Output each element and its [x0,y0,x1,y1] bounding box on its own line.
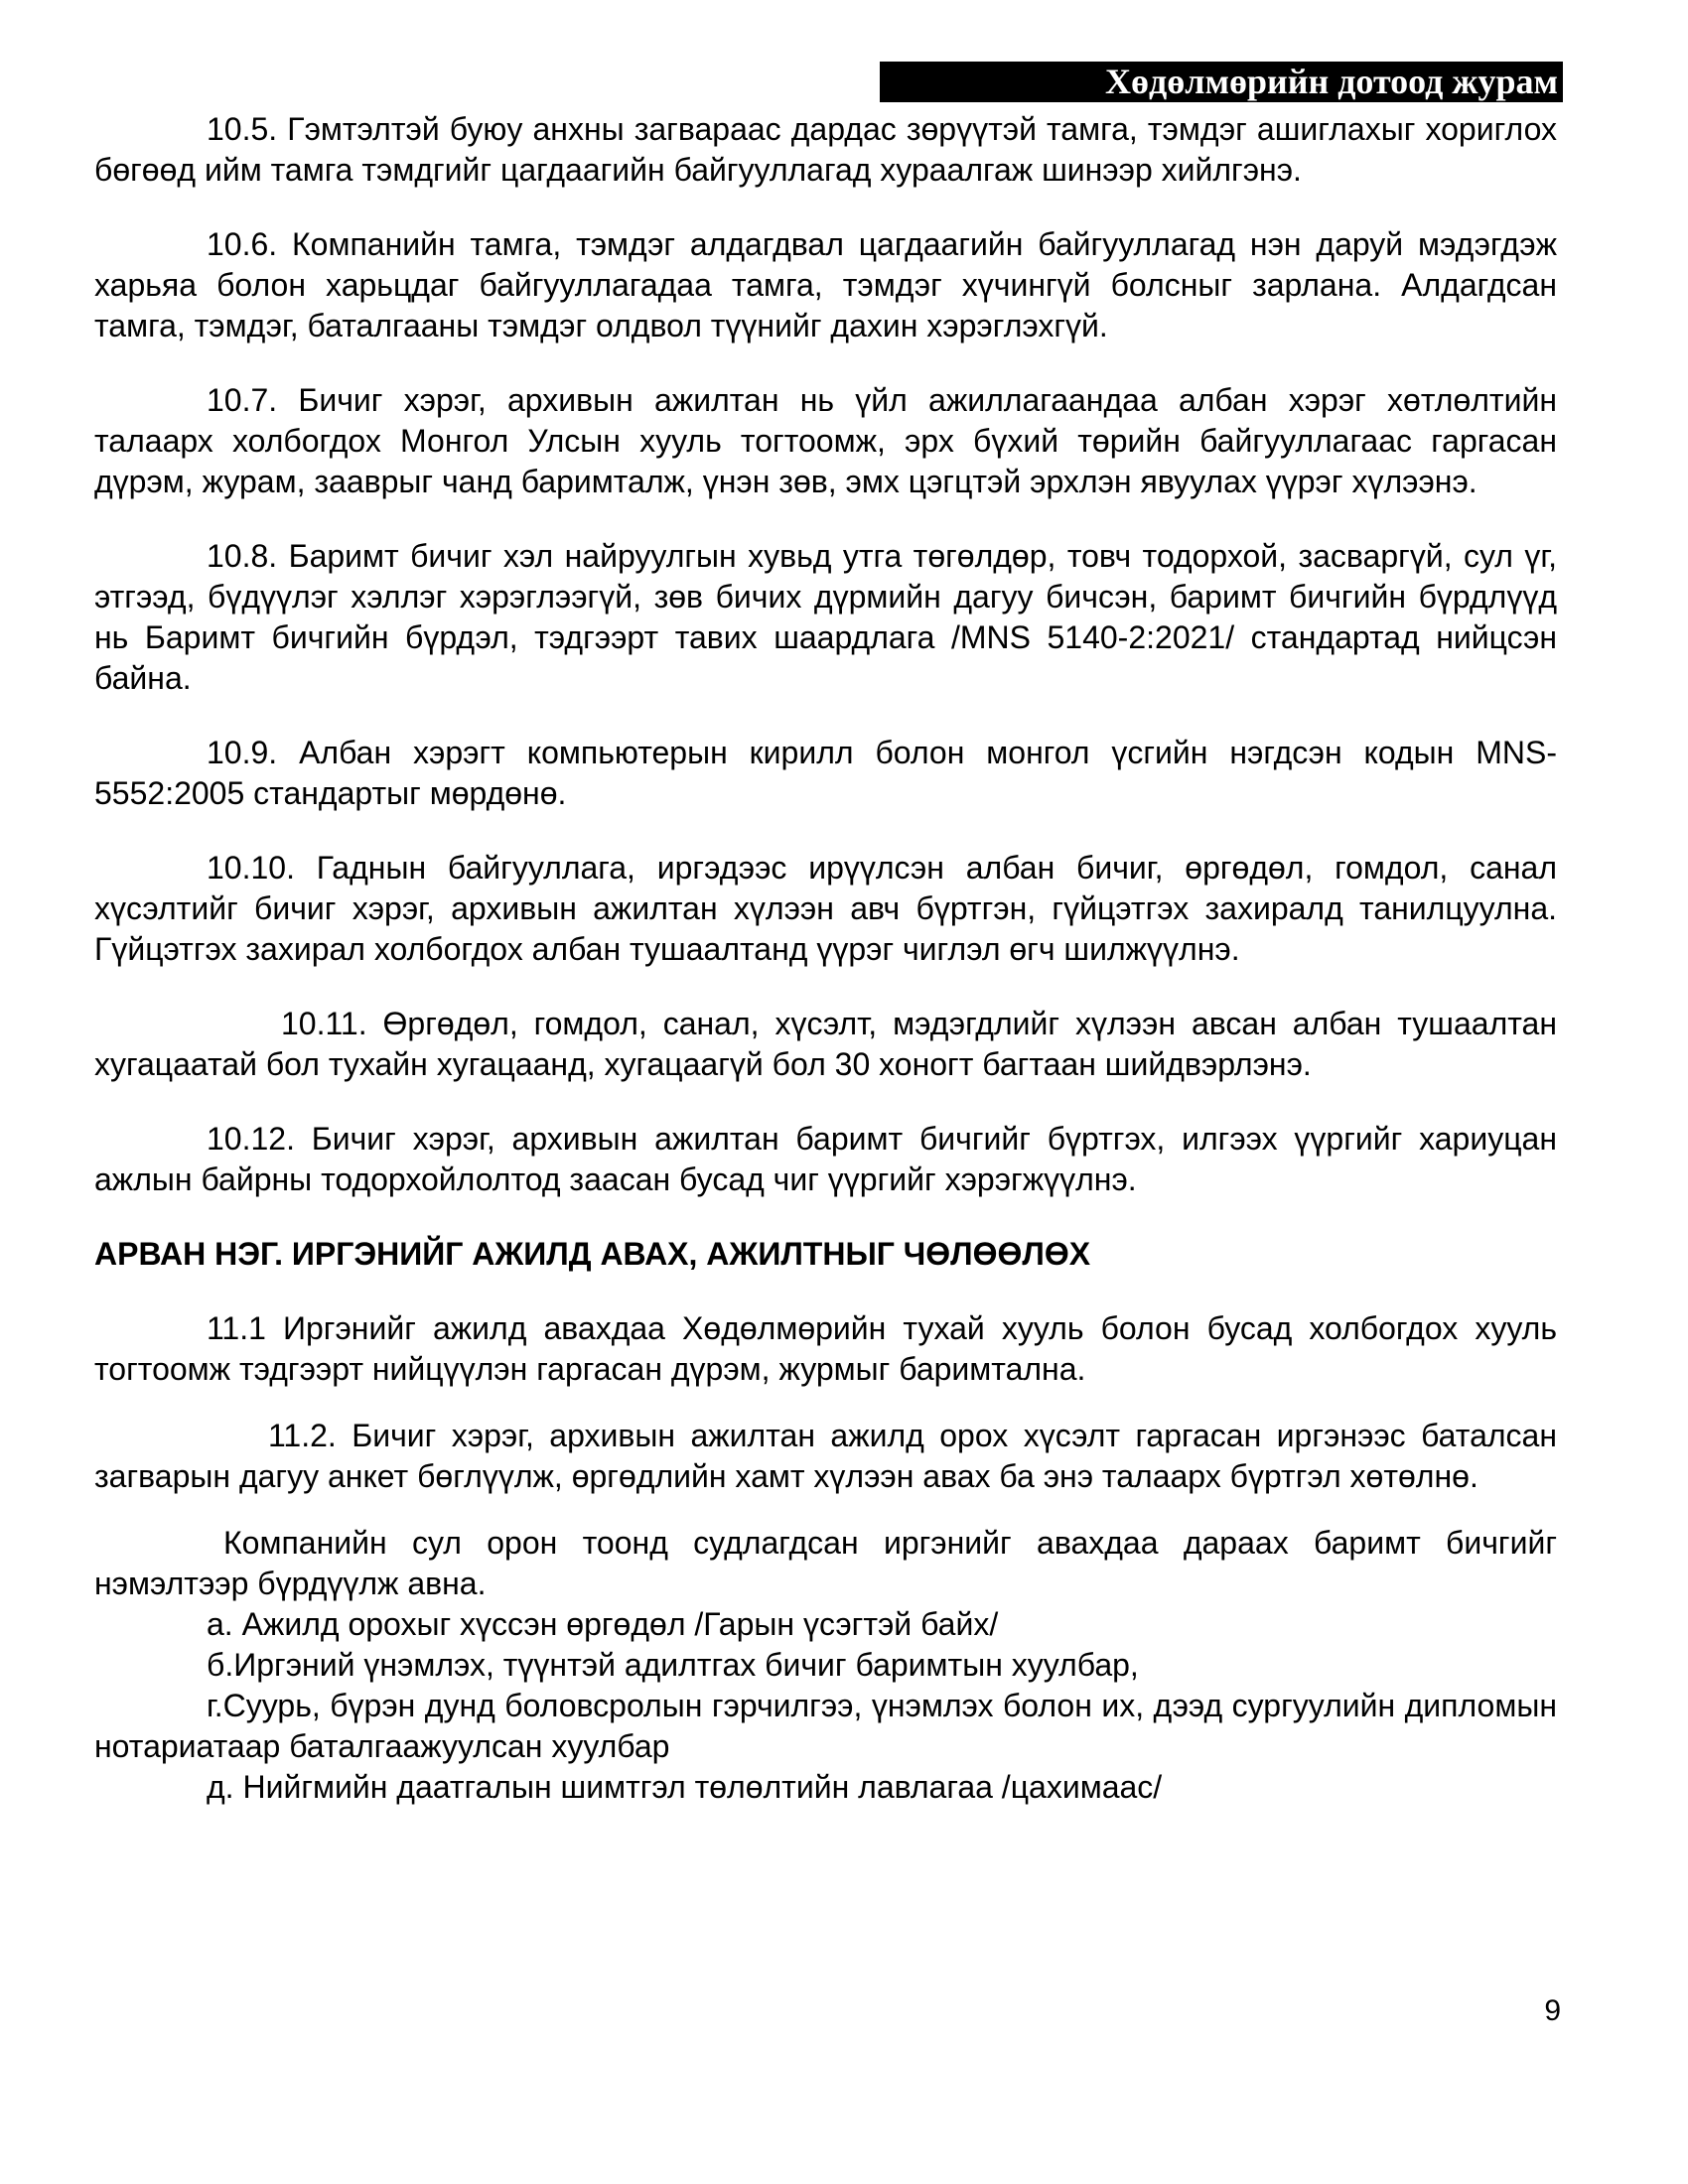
paragraph-10-8: 10.8. Баримт бичиг хэл найруулгын хувьд утга төгөлдөр, товч тодорхой, засваргүй, сул үг, этгээд, бүдүүлэг хэллэг хэрэглээгүй, зөв бичих дүрмийн дагуу бичсэн, баримт бичгийн бүрдлүүд нь Баримт бичгийн бүрдэл, тэдгээрт тавих шаардлага /MNS 5140-2:2021/ стандартад нийцсэн байна. [94,538,1557,696]
paragraph-10-5: 10.5. Гэмтэлтэй буюу анхны загвараас дардас зөрүүтэй тамга, тэмдэг ашиглахыг хориглох бөгөөд ийм тамга тэмдгийг цагдаагийн байгууллагад хураалгаж шинээр хийлгэнэ. [94,111,1557,188]
requirement-item-g: г.Суурь, бүрэн дунд боловсролын гэрчилгээ, үнэмлэх болон их, дээд сургуулийн дипломын нотариатаар баталгаажуулсан хуулбар [94,1688,1557,1764]
paragraph-10-12: 10.12. Бичиг хэрэг, архивын ажилтан баримт бичгийг бүртгэх, илгээх үүргийг хариуцан ажлын байрны тодорхойлолтод заасан бусад чиг үүргийг хэрэгжүүлнэ. [94,1121,1557,1197]
requirement-item-a: а. Ажилд орохыг хүссэн өргөдөл /Гарын үсэгтэй байх/ [207,1606,999,1642]
document-body [94,109,1557,1808]
recruitment-intro-paragraph: Компанийн сул орон тоонд судлагдсан иргэнийг авахдаа дараах баримт бичгийг нэмэлтээр бүрдүүлж авна. [94,1525,1557,1601]
requirement-item-d: д. Нийгмийн даатгалын шимтгэл төлөлтийн лавлагаа /цахимаас/ [207,1769,1163,1805]
chapter-11-heading: АРВАН НЭГ. ИРГЭНИЙГ АЖИЛД АВАХ, АЖИЛТНЫГ ЧӨЛӨӨЛӨХ [94,1236,1091,1272]
paragraph-10-11: 10.11. Өргөдөл, гомдол, санал, хүсэлт, мэдэгдлийг хүлээн авсан албан тушаалтан хугацаатай бол тухайн хугацаанд, хугацаагүй бол 30 хоногт багтаан шийдвэрлэнэ. [94,1006,1557,1082]
paragraph-10-9: 10.9. Албан хэрэгт компьютерын кирилл болон монгол үсгийн нэгдсэн кодын MNS-5552:2005 стандартыг мөрдөнө. [94,735,1557,811]
paragraph-10-7: 10.7. Бичиг хэрэг, архивын ажилтан нь үйл ажиллагаандаа албан хэрэг хөтлөлтийн талаарх холбогдох Монгол Улсын хууль тогтоомж, эрх бүхий төрийн байгууллагаас гаргасан дүрэм, журам, зааврыг чанд баримталж, үнэн зөв, эмх цэгцтэй эрхлэн явуулах үүрэг хүлээнэ. [94,382,1557,499]
page-number: 9 [1544,1994,1561,2027]
paragraph-11-1: 11.1 Иргэнийг ажилд авахдаа Хөдөлмөрийн тухай хууль болон бусад холбогдох хууль тогтоомж тэдгээрт нийцүүлэн гаргасан дүрэм, журмыг баримтална. [94,1310,1557,1387]
header-banner: Хөдөлмөрийн дотоод журам [880,62,1563,102]
paragraph-11-2: 11.2. Бичиг хэрэг, архивын ажилтан ажилд орох хүсэлт гаргасан иргэнээс баталсан загварын дагуу анкет бөглүүлж, өргөдлийн хамт хүлээн авах ба энэ талаарх бүртгэл хөтөлнө. [94,1418,1557,1494]
requirement-item-b: б.Иргэний үнэмлэх, түүнтэй адилтгах бичиг баримтын хуулбар, [207,1647,1139,1683]
paragraph-10-6: 10.6. Компанийн тамга, тэмдэг алдагдвал цагдаагийн байгууллагад нэн даруй мэдэгдэж харьяа болон харьцдаг байгууллагадаа тамга, тэмдэг хүчингүй болсныг зарлана. Алдагдсан тамга, тэмдэг, баталгааны тэмдэг олдвол түүнийг дахин хэрэглэхгүй. [94,226,1557,343]
paragraph-10-10: 10.10. Гаднын байгууллага, иргэдээс ирүүлсэн албан бичиг, өргөдөл, гомдол, санал хүсэлтийг бичиг хэрэг, архивын ажилтан хүлээн авч бүртгэн, гүйцэтгэх захиралд танилцуулна. Гүйцэтгэх захирал холбогдох албан тушаалтанд үүрэг чиглэл өгч шилжүүлнэ. [94,850,1557,967]
